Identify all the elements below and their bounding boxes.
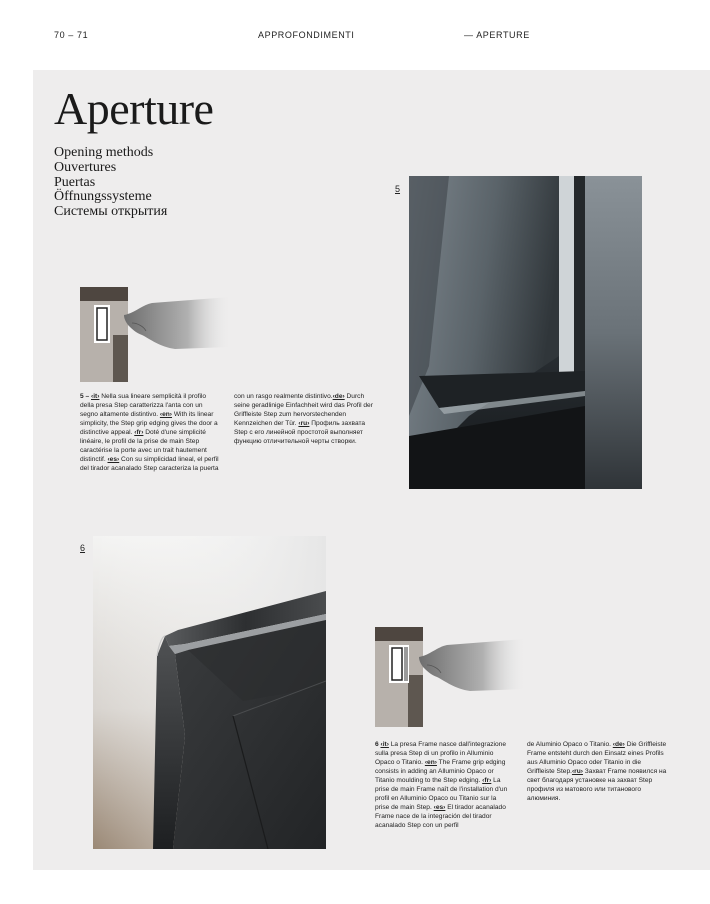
photo-step-grip bbox=[409, 176, 642, 489]
subtitle-en: Opening methods bbox=[54, 145, 154, 160]
caption-text: Durch seine geradlinige Einfachheit wird das Profil der Griffleiste Step zum hervorstechenden Kennzeichen der Tür. bbox=[234, 393, 373, 427]
language-tag: ‹it› bbox=[91, 393, 100, 400]
caption-text: La prise de main Frame naît de l'installation d'un profil en Alluminio Opaco ou Titanio sur la prise de main Step. bbox=[375, 777, 508, 811]
caption-text: Профиль захвата Step с его линейной простотой выполняет функцию отличительной черты створки. bbox=[234, 420, 366, 445]
page-numbers: 70 – 71 bbox=[54, 30, 89, 40]
language-tag: ‹de› bbox=[612, 741, 625, 748]
language-tag: ‹fr› bbox=[482, 777, 492, 784]
language-tag: ‹ru› bbox=[571, 768, 583, 775]
caption-text: Die Griffleiste Frame entsteht durch den Einsatz eines Profils aus Alluminio Opaco oder Titanio in die Griffleiste Step. bbox=[527, 741, 667, 775]
section-title: APPROFONDIMENTI bbox=[258, 30, 355, 40]
caption-text: Doté d'une simplicité linéaire, le profil de la prise de main Step caractérise la porte avec un trait hautement distinctif. bbox=[80, 429, 207, 463]
caption-5-column-2 bbox=[234, 392, 374, 446]
language-tag: ‹es› bbox=[433, 804, 446, 811]
caption-text: Захват Frame появился на свет благодаря установке на захват Step профиля из матового или титанового алюминия. bbox=[527, 768, 667, 802]
subtitle-de: Öffnungssysteme bbox=[54, 189, 152, 205]
language-tag: ‹fr› bbox=[134, 429, 144, 436]
caption-text: de Aluminio Opaco o Titanio. bbox=[527, 741, 613, 748]
language-tag: ‹en› bbox=[159, 411, 172, 418]
caption-text: Nella sua lineare semplicità il profilo della presa Step caratterizza l'anta con un segno altamente distintivo. bbox=[80, 393, 207, 418]
caption-text: Con su simplicidad lineal, el perfil del tirador acanalado Step caracteriza la puerta bbox=[80, 456, 219, 472]
caption-6-column-2 bbox=[527, 740, 667, 803]
caption-text: 5 – bbox=[80, 393, 91, 400]
language-tag: ‹es› bbox=[107, 456, 120, 463]
caption-text: 6 bbox=[375, 741, 381, 748]
frame-grip-diagram bbox=[375, 627, 525, 727]
subtitle-es: Puertas bbox=[54, 174, 96, 190]
photo-frame-grip bbox=[93, 536, 326, 849]
caption-text: With its linear simplicity, the Step grip edging gives the door a distinctive appeal. bbox=[80, 411, 218, 436]
language-tag: ‹ru› bbox=[298, 420, 310, 427]
figure-6-label: 6 bbox=[80, 543, 86, 553]
chapter-title: — APERTURE bbox=[464, 30, 530, 40]
step-grip-diagram bbox=[80, 287, 230, 382]
caption-text: El tirador acanalado Frame nace de la integración del tirador acanalado Step con un perfil bbox=[375, 804, 506, 829]
subtitle-ru: Системы открытия bbox=[54, 204, 168, 220]
language-tag: ‹it› bbox=[380, 741, 389, 748]
page-title: Aperture bbox=[54, 83, 214, 134]
caption-text: La presa Frame nasce dall'integrazione sulla presa Step di un profilo in Alluminio Opaco o Titanio. bbox=[375, 741, 507, 766]
figure-5-label: 5 bbox=[395, 184, 401, 194]
caption-text: con un rasgo realmente distintivo. bbox=[234, 393, 333, 400]
subtitle-fr: Ouvertures bbox=[54, 159, 117, 175]
subtitle-list bbox=[54, 146, 167, 220]
caption-6-column-1 bbox=[375, 740, 510, 830]
caption-5-column-1 bbox=[80, 392, 220, 473]
language-tag: ‹de› bbox=[332, 393, 345, 400]
language-tag: ‹en› bbox=[424, 759, 437, 766]
caption-text: The Frame grip edging consists in adding an Alluminio Opaco or Titanio moulding to the Step edging. bbox=[375, 759, 506, 784]
